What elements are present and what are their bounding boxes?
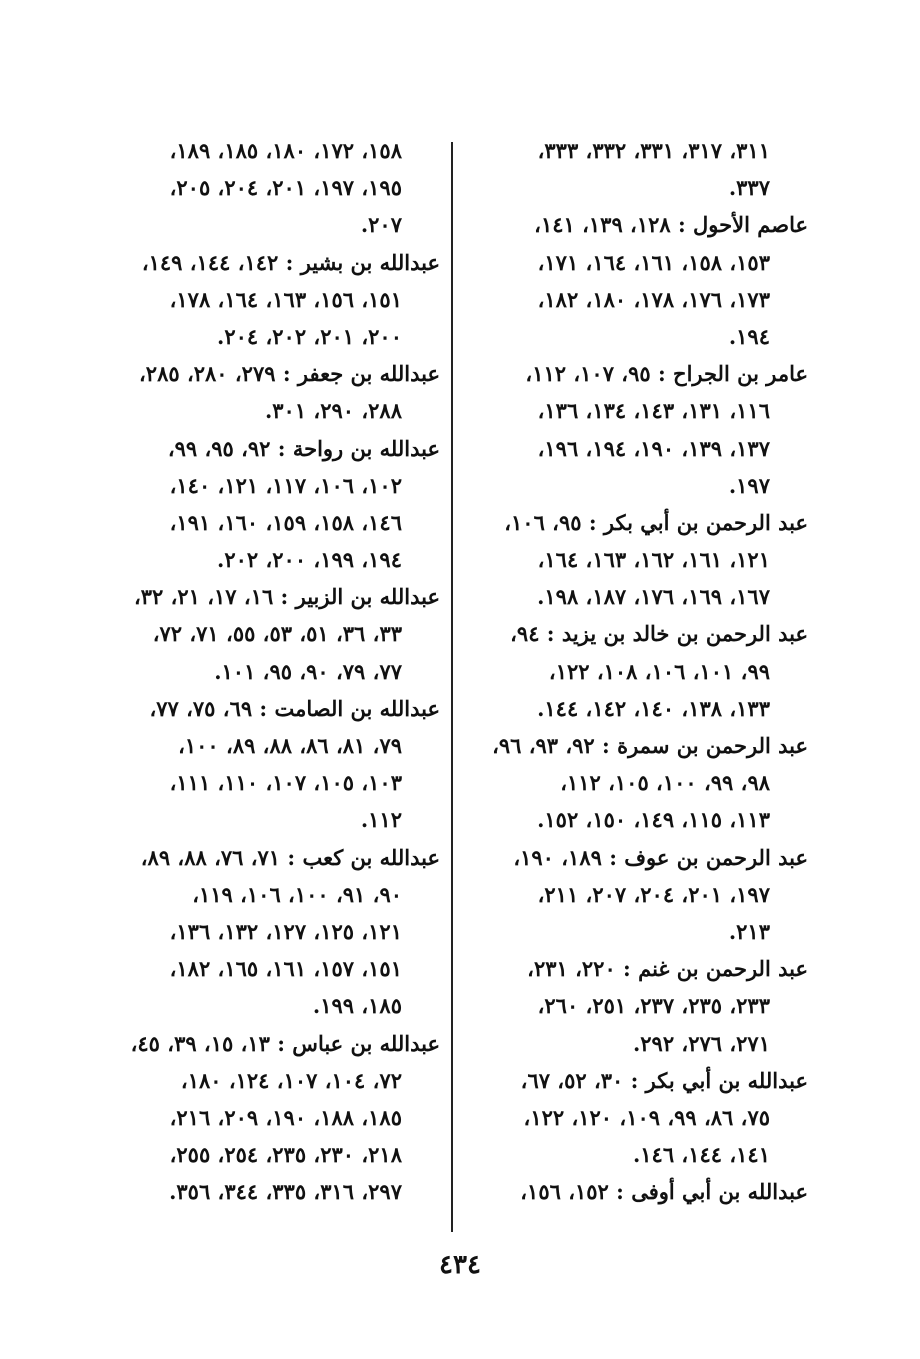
index-entry-line: عاصم الأحول : ١٢٨، ١٣٩، ١٤١، bbox=[534, 212, 808, 238]
index-continuation-line: ١١٢. bbox=[360, 807, 402, 833]
index-continuation-line: ١٩٥، ١٩٧، ٢٠١، ٢٠٤، ٢٠٥، bbox=[169, 175, 402, 201]
index-continuation-line: ١٩٤. bbox=[728, 323, 770, 349]
index-entry-line: عبدالله بن رواحة : ٩٢، ٩٥، ٩٩، bbox=[167, 435, 440, 461]
index-continuation-line: ٢٠٧. bbox=[360, 212, 402, 238]
index-continuation-line: ١٨٥، ١٨٨، ١٩٠، ٢٠٩، ٢١٦، bbox=[169, 1104, 402, 1130]
index-continuation-line: ٢٠٠، ٢٠١، ٢٠٢، ٢٠٤. bbox=[217, 323, 402, 349]
index-entry-line: عبدالله بن الزبير : ١٦، ١٧، ٢١، ٣٢، bbox=[133, 584, 440, 610]
index-entry-line: عبدالله بن جعفر : ٢٧٩، ٢٨٠، ٢٨٥، bbox=[139, 361, 440, 387]
index-entry-line: عبدالله بن الصامت : ٦٩، ٧٥، ٧٧، bbox=[149, 695, 440, 721]
index-continuation-line: ٩٩، ١٠١، ١٠٦، ١٠٨، ١٢٢، bbox=[548, 658, 770, 684]
index-continuation-line: ١٥٨، ١٧٢، ١٨٠، ١٨٥، ١٨٩، bbox=[169, 138, 402, 163]
index-continuation-line: ٣٣، ٣٦، ٥١، ٥٣، ٥٥، ٧١، ٧٢، bbox=[152, 621, 402, 647]
index-continuation-line: ١١٦، ١٣١، ١٤٣، ١٣٤، ١٣٦، bbox=[537, 398, 770, 424]
index-continuation-line: ١٥١، ١٥٦، ١٦٣، ١٦٤، ١٧٨، bbox=[169, 286, 402, 312]
index-continuation-line: ١٥٣، ١٥٨، ١٦١، ١٦٤، ١٧١، bbox=[537, 249, 770, 275]
index-continuation-line: ٧٧، ٧٩، ٩٠، ٩٥، ١٠١. bbox=[214, 658, 402, 684]
index-entry-line: عبد الرحمن بن خالد بن يزيد : ٩٤، bbox=[510, 621, 808, 647]
index-entry-line: عبدالله بن أبي بكر : ٣٠، ٥٢، ٦٧، bbox=[520, 1067, 808, 1093]
index-entry-line: عبدالله بن أبي أوفى : ١٥٢، ١٥٦، bbox=[520, 1179, 808, 1205]
page-number: ٤٣٤ bbox=[439, 1250, 481, 1280]
index-continuation-line: ١٢١، ١٢٥، ١٢٧، ١٣٢، ١٣٦، bbox=[169, 918, 402, 944]
index-continuation-line: ١٩٧. bbox=[728, 472, 770, 498]
index-continuation-line: ١٤٦، ١٥٨، ١٥٩، ١٦٠، ١٩١، bbox=[169, 509, 402, 535]
left-column bbox=[100, 132, 440, 1210]
index-continuation-line: ١٩٤، ١٩٩، ٢٠٠، ٢٠٢. bbox=[217, 547, 402, 573]
index-continuation-line: ١٦٧، ١٦٩، ١٧٦، ١٨٧، ١٩٨. bbox=[537, 584, 770, 610]
index-continuation-line: ١٥١، ١٥٧، ١٦١، ١٦٥، ١٨٢، bbox=[169, 956, 402, 982]
index-continuation-line: ٢٧١، ٢٧٦، ٢٩٢. bbox=[632, 1030, 770, 1056]
index-continuation-line: ٢٨٨، ٢٩٠، ٣٠١. bbox=[264, 398, 402, 424]
index-continuation-line: ١٢١، ١٦١، ١٦٢، ١٦٣، ١٦٤، bbox=[537, 547, 770, 573]
index-entry-line: عبد الرحمن بن عوف : ١٨٩، ١٩٠، bbox=[513, 844, 808, 870]
index-entry-line: عبدالله بن عباس : ١٣، ١٥، ٣٩، ٤٥، bbox=[130, 1030, 440, 1056]
index-continuation-line: ١٩٧، ٢٠١، ٢٠٤، ٢٠٧، ٢١١، bbox=[537, 881, 770, 907]
index-continuation-line: ٣٣٧. bbox=[728, 175, 770, 201]
index-continuation-line: ١٨٥، ١٩٩. bbox=[312, 993, 402, 1019]
index-entry-line: عبدالله بن كعب : ٧١، ٧٦، ٨٨، ٨٩، bbox=[140, 844, 440, 870]
index-continuation-line: ١٤١، ١٤٤، ١٤٦. bbox=[632, 1142, 770, 1168]
index-entry-line: عبد الرحمن بن غنم : ٢٢٠، ٢٣١، bbox=[527, 956, 808, 982]
column-divider bbox=[451, 142, 453, 1232]
index-continuation-line: ١٣٣، ١٣٨، ١٤٠، ١٤٢، ١٤٤. bbox=[537, 695, 770, 721]
index-entry-line: عامر بن الجراح : ٩٥، ١٠٧، ١١٢، bbox=[525, 361, 808, 387]
index-entry-line: عبد الرحمن بن أبي بكر : ٩٥، ١٠٦، bbox=[504, 509, 808, 535]
index-continuation-line: ٩٨، ٩٩، ١٠٠، ١٠٥، ١١٢، bbox=[560, 770, 770, 796]
index-continuation-line: ٣١١، ٣١٧، ٣٣١، ٣٣٢، ٣٣٣، bbox=[537, 138, 770, 163]
index-continuation-line: ١٧٣، ١٧٦، ١٧٨، ١٨٠، ١٨٢، bbox=[537, 286, 770, 312]
index-continuation-line: ١٣٧، ١٣٩، ١٩٠، ١٩٤، ١٩٦، bbox=[537, 435, 770, 461]
index-continuation-line: ٢٩٧، ٣١٦، ٣٣٥، ٣٤٤، ٣٥٦. bbox=[169, 1179, 402, 1205]
index-entry-line: عبدالله بن بشير : ١٤٢، ١٤٤، ١٤٩، bbox=[141, 249, 440, 275]
index-continuation-line: ٧٥، ٨٦، ٩٩، ١٠٩، ١٢٠، ١٢٢، bbox=[523, 1104, 770, 1130]
index-continuation-line: ٢١٣. bbox=[728, 918, 770, 944]
index-continuation-line: ٢١٨، ٢٣٠، ٢٣٥، ٢٥٤، ٢٥٥، bbox=[169, 1142, 402, 1168]
index-continuation-line: ١١٣، ١١٥، ١٤٩، ١٥٠، ١٥٢. bbox=[537, 807, 770, 833]
index-continuation-line: ١٠٣، ١٠٥، ١٠٧، ١١٠، ١١١، bbox=[169, 770, 402, 796]
index-continuation-line: ٧٢، ١٠٤، ١٠٧، ١٢٤، ١٨٠، bbox=[180, 1067, 402, 1093]
index-continuation-line: ٩٠، ٩١، ١٠٠، ١٠٦، ١١٩، bbox=[192, 881, 402, 907]
index-entry-line: عبد الرحمن بن سمرة : ٩٢، ٩٣، ٩٦، bbox=[492, 733, 808, 758]
index-continuation-line: ٢٣٣، ٢٣٥، ٢٣٧، ٢٥١، ٢٦٠، bbox=[537, 993, 770, 1019]
index-continuation-line: ٧٩، ٨١، ٨٦، ٨٨، ٨٩، ١٠٠، bbox=[178, 733, 402, 758]
right-column bbox=[468, 132, 808, 1210]
index-continuation-line: ١٠٢، ١٠٦، ١١٧، ١٢١، ١٤٠، bbox=[169, 472, 402, 498]
